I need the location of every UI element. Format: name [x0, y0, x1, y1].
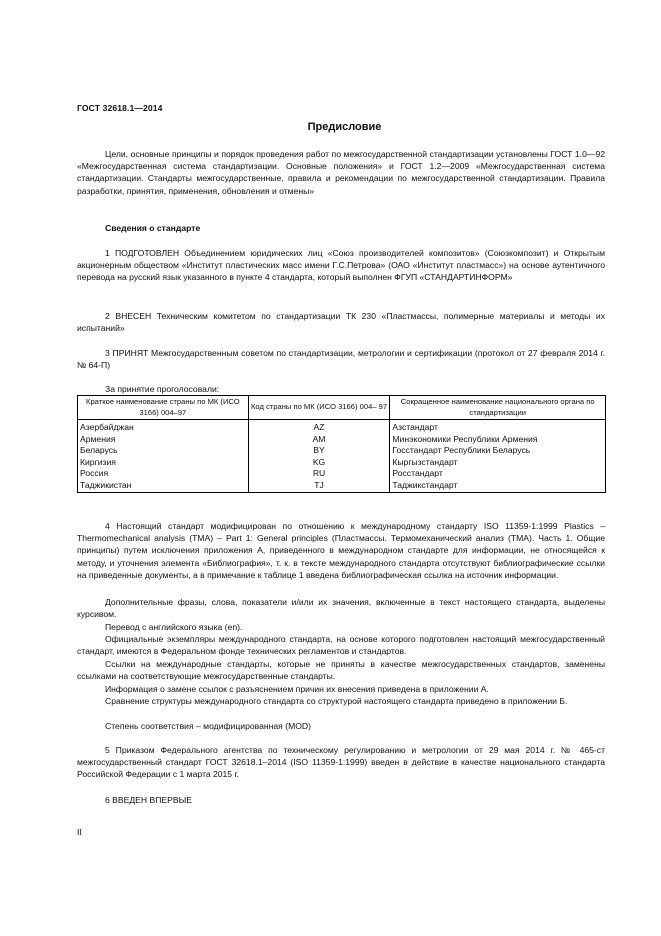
- table-header-country: Краткое наименование страны по МК (ИСО 3166) 004–97: [78, 396, 249, 420]
- table-cell-code: AM: [248, 434, 390, 446]
- intro-paragraph: Цели, основные принципы и порядок проведения работ по межгосударственной стандартизации установлены ГОСТ 1.0—92 «Межгосударственная система стандартизации. Основные положения» и ГОСТ 1.2—2009 «Межгосударственная система стандартизации. Стандарты межгосударственные, правила и рекомендации по межгосударственной стандартизации. Правила разработки, принятия, применения, обновления и отмены»: [77, 149, 605, 196]
- table-row: [78, 434, 606, 446]
- table-row: [78, 480, 606, 492]
- table-cell-body: Госстандарт Республики Беларусь: [390, 445, 606, 457]
- document-id-header: ГОСТ 32618.1—2014: [77, 103, 163, 113]
- item-4-paragraph: 4 Настоящий стандарт модифицирован по отношению к международному стандарту ISO 11359-1:1999 Plastics – Thermomechanical analysis (TMA) – Part 1: General principles (Пластмассы. Термомеханический анализ (ТМА). Часть 1. Общие принципы) путем исключения приложения А, приведенного в международном стандарте для информации, не относящейся к методу, и уточнения элемента «Библиография», т. к. в тексте международного стандарта отсутствуют библиографические ссылки на приведенные документы, а в примечание к таблице 1 введена библиографическая ссылка на источник информации.: [77, 521, 605, 580]
- page-title: Предисловие: [307, 121, 382, 133]
- item-4-note-degree: Степень соответствия – модифицированная (MOD): [105, 721, 311, 731]
- table-cell-country: Таджикистан: [78, 480, 249, 492]
- table-cell-country: Азербайджан: [78, 420, 249, 434]
- table-header-row: [78, 396, 606, 420]
- item-4-note-translation: Перевод с английского языка (en).: [105, 622, 243, 632]
- voting-table: [77, 395, 606, 493]
- item-4-note-references: Ссылки на международные стандарты, которые не приняты в качестве межгосударственных стандартов, заменены ссылками на соответствующие межгосударственные стандарты.: [77, 659, 605, 682]
- table-header-code: Код страны по МК (ИСО 3166) 004– 97: [248, 396, 390, 420]
- table-row: [78, 468, 606, 480]
- table-cell-code: TJ: [248, 480, 390, 492]
- item-5-paragraph: 5 Приказом Федерального агентства по техническому регулированию и метрологии от 29 мая 2014 г. № 465-ст межгосударственный стандарт ГОСТ 32618.1–2014 (ISO 11359-1:1999) введен в действие в качестве национального стандарта Российской Федерации с 1 марта 2015 г.: [77, 745, 605, 780]
- table-row: [78, 445, 606, 457]
- table-cell-body: Кыргызстандарт: [390, 457, 606, 469]
- item-4-note-italics: Дополнительные фразы, слова, показатели и/или их значения, включенные в текст настоящего стандарта, выделены курсивом.: [77, 597, 605, 620]
- table-cell-body: Азстандарт: [390, 420, 606, 434]
- page-number: II: [77, 827, 82, 837]
- item-1-paragraph: 1 ПОДГОТОВЛЕН Объединением юридических лиц «Союз производителей композитов» (Союзкомпозит) и Открытым акционерным обществом «Институт пластических масс имени Г.С.Петрова» (ОАО «Институт пластмасс») на основе аутентичного перевода на русский язык указанного в пункте 4 стандарта, который выполнен ФГУП «СТАНДАРТИНФОРМ»: [77, 248, 605, 283]
- table-caption: За принятие проголосовали:: [105, 384, 220, 394]
- item-4-note-comparison: Сравнение структуры международного стандарта со структурой настоящего стандарта приведено в приложении Б.: [105, 696, 568, 706]
- table-cell-country: Киргизия: [78, 457, 249, 469]
- section-heading: Сведения о стандарте: [105, 223, 201, 233]
- table-cell-country: Беларусь: [78, 445, 249, 457]
- table-header-body: Сокращенное наименование национального органа по стандартизации: [390, 396, 606, 420]
- table-row: [78, 420, 606, 434]
- table-row: [78, 457, 606, 469]
- item-4-note-copies: Официальные экземпляры международного стандарта, на основе которого подготовлен настоящий межгосударственный стандарт, имеются в Федеральном фонде технических регламентов и стандартов.: [77, 634, 605, 657]
- table-cell-country: Россия: [78, 468, 249, 480]
- table-cell-code: KG: [248, 457, 390, 469]
- table-cell-code: AZ: [248, 420, 390, 434]
- item-4-note-replacement: Информация о замене ссылок с разъяснением причин их внесения приведена в приложении А.: [105, 684, 489, 694]
- table-cell-body: Минэкономики Республики Армения: [390, 434, 606, 446]
- table-cell-body: Таджикстандарт: [390, 480, 606, 492]
- item-3-paragraph: 3 ПРИНЯТ Межгосударственным советом по стандартизации, метрологии и сертификации (протокол от 27 февраля 2014 г. № 64-П): [77, 348, 605, 371]
- table-cell-code: BY: [248, 445, 390, 457]
- table-cell-code: RU: [248, 468, 390, 480]
- item-6-paragraph: 6 ВВЕДЕН ВПЕРВЫЕ: [105, 795, 192, 805]
- table-cell-country: Армения: [78, 434, 249, 446]
- item-2-paragraph: 2 ВНЕСЕН Техническим комитетом по стандартизации ТК 230 «Пластмассы, полимерные материалы и методы их испытаний»: [77, 311, 605, 334]
- table-cell-body: Росстандарт: [390, 468, 606, 480]
